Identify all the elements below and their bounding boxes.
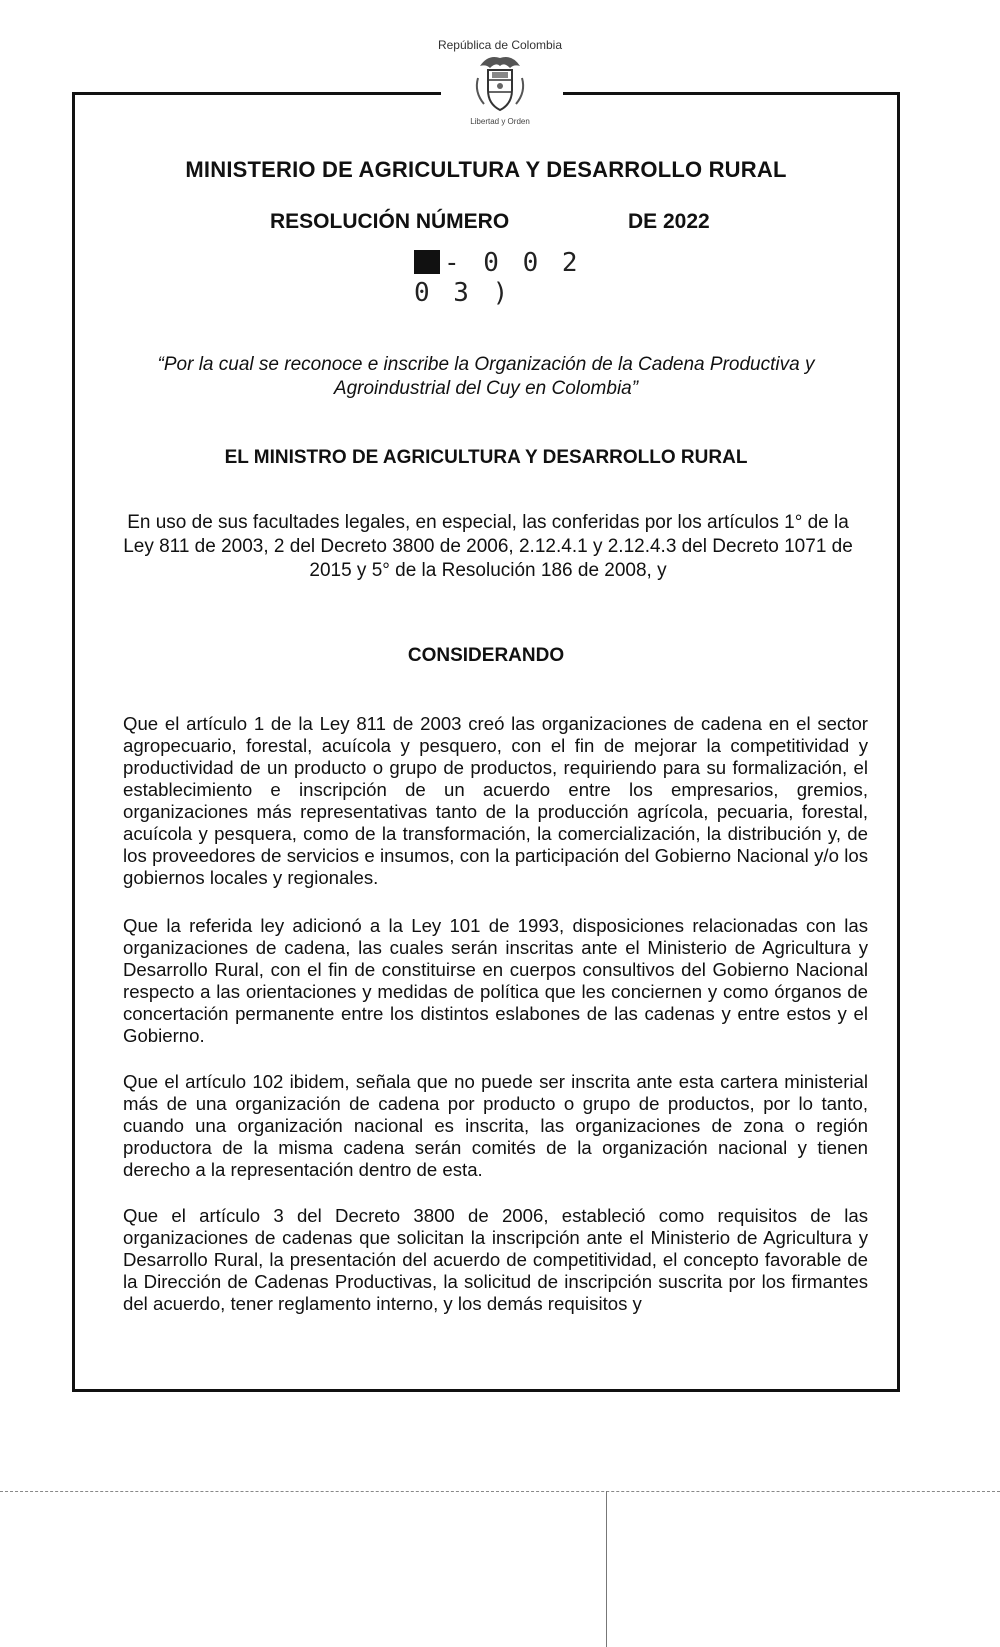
seal-motto: Libertad y Orden: [470, 117, 530, 126]
considering-paragraph: Que el artículo 102 ibidem, señala que no puede ser inscrita ante esta cartera ministerial más de una organización de cadena por producto o grupo de productos, por lo tanto, cuando una organización nacional es inscrita, las organizaciones de zona o región productora de la misma cadena serán comités de la organización nacional y tienen derecho a la representación dentro de esta.: [123, 1071, 868, 1180]
resolution-number: - 0 0 2 0 3 ): [414, 248, 582, 308]
stamp-mark: [414, 250, 440, 274]
resolution-number-stamp: [414, 248, 604, 308]
legal-powers: En uso de sus facultades legales, en especial, las conferidas por los artículos 1° de la Ley 811 de 2003, 2 del Decreto 3800 de 2006, 2.12.4.1 y 2.12.4.3 del Decreto 1071 de 2015 y 5° de la Resolución 186 de 2008, y: [123, 512, 853, 581]
considering-paragraph: Que el artículo 3 del Decreto 3800 de 2006, estableció como requisitos de las organizaciones de cadenas que solicitan la inscripción ante el Ministerio de Agricultura y Desarrollo Rural, la presentación del acuerdo de competitividad, el concepto favorable de la Dirección de Cadenas Productivas, la solicitud de inscripción suscrita por los firmantes del acuerdo, tener reglamento interno, y los demás requisitos y: [123, 1205, 868, 1314]
ministry-title: MINISTERIO DE AGRICULTURA Y DESARROLLO RURAL: [185, 157, 787, 182]
considering-heading: CONSIDERANDO: [407, 645, 565, 666]
resolution-year: DE 2022: [628, 210, 710, 233]
minister-heading: EL MINISTRO DE AGRICULTURA Y DESARROLLO RURAL: [224, 447, 748, 468]
republic-label: República de Colombia: [437, 38, 563, 52]
resolution-label: RESOLUCIÓN NÚMERO: [270, 210, 510, 233]
considering-paragraph: Que el artículo 1 de la Ley 811 de 2003 creó las organizaciones de cadena en el sector agropecuario, forestal, acuícola y pesquero, con el fin de mejorar la competitividad y productividad de un producto o grupo de productos, requiriendo para su formalización, el establecimiento e inscripción de un acuerdo entre los empresarios, gremios, organizaciones más representativas tanto de la producción agrícola, pecuaria, forestal, acuícola y pesquera, como de la transformación, la comercialización, la distribución y, de los proveedores de servicios e insumos, con la participación del Gobierno Nacional y/o los gobiernos locales y regionales.: [123, 713, 868, 888]
footer-vertical-divider: [606, 1491, 607, 1647]
considering-paragraph: Que la referida ley adicionó a la Ley 101 de 1993, disposiciones relacionadas con las organizaciones de cadena, las cuales serán inscritas ante el Ministerio de Agricultura y Desarrollo Rural, con el fin de constituirse en cuerpos consultivos del Gobierno Nacional respecto a las orientaciones y medidas de política que les conciernen y como órganos de concertación permanente entre los distintos eslabones de las cadenas y entre estos y el Gobierno.: [123, 915, 868, 1046]
footer-divider: [0, 1491, 1000, 1493]
resolution-title: “Por la cual se reconoce e inscribe la Organización de la Cadena Productiva y Agroindustrial del Cuy en Colombia”: [157, 354, 815, 399]
